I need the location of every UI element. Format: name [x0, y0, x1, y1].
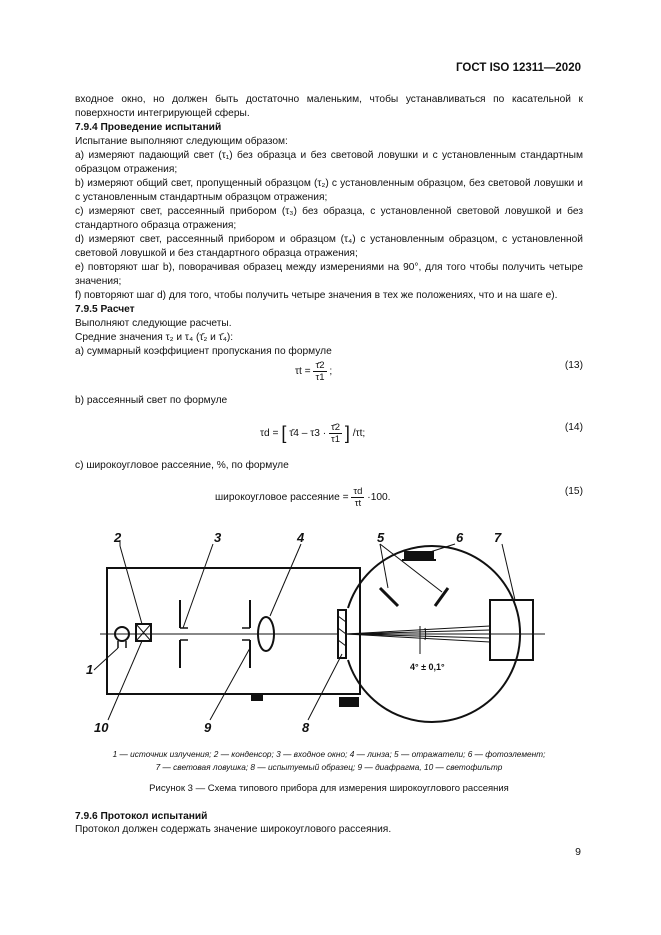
section-7-9-6-title: 7.9.6 Протокол испытаний [75, 811, 208, 822]
step-d: d) измеряют свет, рассеянный прибором и образцом (τ₄) с установленным образцом, с установленной световой ловушкой и без стандартного образца отражения; [75, 234, 583, 259]
callout-8: 8 [302, 720, 310, 735]
angle-label: 4° ± 0,1° [410, 662, 445, 672]
equation-14-numerator: τ̄2 [330, 422, 341, 433]
step-a: а) измеряют падающий свет (τ₁) без образца и без световой ловушки и с установленным стандартным образцом отражения; [75, 150, 583, 175]
equation-13-tail: ; [329, 366, 333, 378]
equation-15-fraction [351, 486, 364, 509]
legend-line-1: 1 — источник излучения; 2 — конденсор; 3 — входное окно; 4 — линза; 5 — отражатели; 6 — фотоэлемент; [112, 749, 546, 759]
callout-5: 5 [377, 530, 385, 545]
equation-15 [75, 486, 583, 514]
callout-9: 9 [204, 720, 212, 735]
equation-13-formula [295, 360, 332, 383]
reflector-left [380, 588, 398, 606]
reflector-right [435, 588, 448, 606]
equation-13-fraction [313, 360, 326, 383]
callout-10: 10 [94, 720, 109, 735]
equation-13-number: (13) [564, 360, 583, 371]
equation-b-intro: b) рассеянный свет по формуле [75, 395, 228, 406]
paragraph-continuation: входное окно, но должен быть достаточно маленьким, чтобы устанавливаться по касательной к поверхности интегрирующей сферы. [75, 94, 583, 119]
equation-15-tail: ·100. [367, 492, 391, 504]
equation-14-fraction [329, 422, 342, 445]
equation-13-denominator: τ1 [315, 372, 325, 383]
equation-13-numerator: τ̄2 [315, 360, 325, 371]
standard-header: ГОСТ ISO 12311—2020 [456, 62, 581, 74]
equation-15-lhs: широкоугловое рассеяние = [215, 492, 349, 504]
body-text [75, 93, 583, 359]
callout-1: 1 [86, 662, 94, 677]
figure-3-diagram [80, 528, 550, 740]
equation-13 [75, 360, 583, 388]
equation-14-lhs: τd = [260, 428, 279, 440]
section-7-9-5-title: 7.9.5 Расчет [75, 304, 135, 315]
left-bracket: [ [281, 423, 287, 443]
section-7-9-5-intro: Выполняют следующие расчеты. [75, 318, 232, 329]
callout-6: 6 [456, 530, 464, 545]
stand-foot [340, 698, 358, 706]
step-f: f) повторяют шаг d) для того, чтобы получить четыре значения в тех же положениях, что и на шаге е). [75, 290, 558, 301]
section-7-9-4-intro: Испытание выполняют следующим образом: [75, 136, 288, 147]
figure-caption: Рисунок 3 — Схема типового прибора для измерения широкоуглового рассеяния [149, 783, 509, 794]
mean-values-text: Средние значения τ₂ и τ₄ (τ̄₂ и τ̄₄): [75, 332, 234, 343]
callout-3: 3 [214, 530, 222, 545]
equation-15-numerator: τd [353, 486, 363, 497]
light-trap [490, 600, 533, 660]
step-e: е) повторяют шаг b), поворачивая образец между измерениями на 90°, для того чтобы получить четыре значения; [75, 262, 583, 287]
equation-15-number: (15) [564, 486, 583, 497]
equation-14-number: (14) [564, 422, 583, 433]
section-7-9-4-title: 7.9.4 Проведение испытаний [75, 122, 222, 133]
equation-14-tail: /τt; [352, 428, 366, 440]
figure-legend [75, 748, 583, 774]
photocell [405, 552, 433, 560]
equation-14-formula [260, 422, 365, 445]
section-7-9-6-text: Протокол должен содержать значение широкоуглового рассеяния. [75, 824, 392, 835]
equation-14 [75, 422, 583, 452]
equation-15-formula [215, 486, 391, 509]
callout-4: 4 [297, 530, 305, 545]
callout-7: 7 [494, 530, 502, 545]
step-b: b) измеряют общий свет, пропущенный образцом (τ₂) с установленным образцом, без световой ловушки и с установленным стандартным образцом отражения; [75, 178, 583, 203]
equation-a-intro: а) суммарный коэффициент пропускания по формуле [75, 346, 332, 357]
equation-14-inner: τ̄4 – τ3 · [289, 428, 327, 440]
page-number: 9 [575, 846, 581, 858]
right-bracket: ] [344, 423, 350, 443]
equation-c-intro: c) широкоугловое рассеяние, %, по формуле [75, 460, 289, 471]
legend-line-2: 7 — световая ловушка; 8 — испытуемый образец; 9 — диафрагма, 10 — светофильтр [155, 762, 503, 772]
callout-2: 2 [114, 530, 122, 545]
equation-15-denominator: τt [354, 498, 362, 509]
step-c: c) измеряют свет, рассеянный прибором (τ₃) без образца, с установленной световой ловушкой и без стандартного образца отражения; [75, 206, 583, 231]
equation-14-denominator: τ1 [330, 434, 341, 445]
equation-13-lhs: τt = [295, 366, 311, 378]
